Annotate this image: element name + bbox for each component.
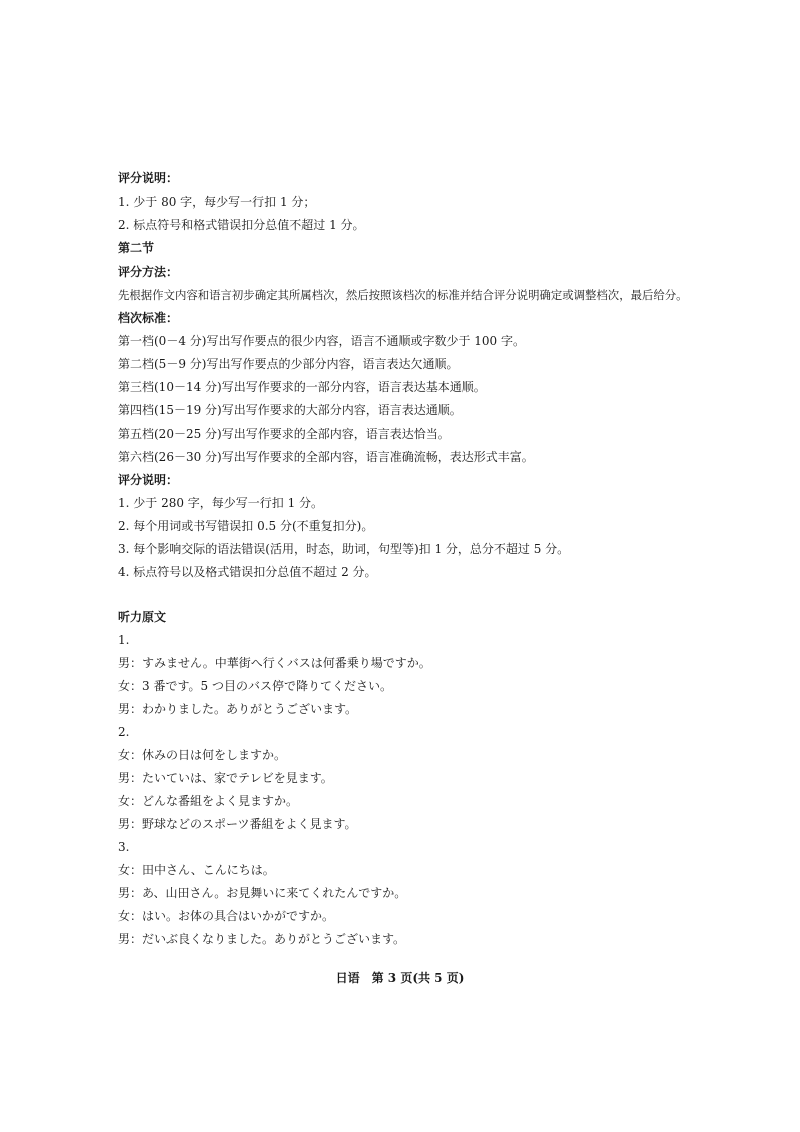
section1-note-2: 2. 标点符号和格式错误扣分总值不超过 1 分。 — [118, 218, 365, 232]
dialogue-line: 女：田中さん、こんにちは。 — [118, 863, 275, 877]
section2-title: 第二节 — [118, 241, 155, 255]
dialogue-number: 3. — [118, 840, 130, 854]
dialogue-line: 男：すみません。中華街へ行くバスは何番乗り場ですか。 — [118, 656, 431, 670]
grade-1: 第一档(0－4 分)写出写作要点的很少内容，语言不通顺或字数少于 100 字。 — [118, 334, 525, 348]
grade-5: 第五档(20－25 分)写出写作要求的全部内容，语言表达恰当。 — [118, 427, 450, 441]
dialogue-line: 女：どんな番組をよく見ますか。 — [118, 794, 299, 808]
section1-notes-heading: 评分说明： — [118, 171, 179, 185]
section2-method-heading: 评分方法： — [118, 265, 179, 279]
dialogue-line: 男：わかりました。ありがとうございます。 — [118, 702, 358, 716]
dialogue-number: 2. — [118, 725, 130, 739]
grade-3: 第三档(10－14 分)写出写作要求的一部分内容，语言表达基本通顺。 — [118, 380, 486, 394]
dialogue-line: 男：だいぶ良くなりました。ありがとうございます。 — [118, 932, 406, 946]
dialogue-line: 男：たいていは、家でテレビを見ます。 — [118, 771, 333, 785]
section2-note-2: 2. 每个用词或书写错误扣 0.5 分(不重复扣分)。 — [118, 519, 374, 533]
section2-grades-heading: 档次标准： — [118, 311, 179, 325]
dialogue-line: 女：はい。お体の具合はいかがですか。 — [118, 909, 335, 923]
dialogue-line: 女：3 番です。5 つ目のバス停で降りてください。 — [118, 679, 392, 693]
section2-note-3: 3. 每个影响交际的语法错误(活用，时态，助词，句型等)扣 1 分，总分不超过 5 分。 — [118, 542, 570, 556]
grade-6: 第六档(26－30 分)写出写作要求的全部内容，语言准确流畅，表达形式丰富。 — [118, 450, 534, 464]
grade-2: 第二档(5－9 分)写出写作要点的少部分内容，语言表达欠通顺。 — [118, 357, 459, 371]
section2-note-1: 1. 少于 280 字，每少写一行扣 1 分。 — [118, 496, 324, 510]
section2-notes-heading: 评分说明： — [118, 473, 179, 487]
section2-method-text: 先根据作文内容和语言初步确定其所属档次，然后按照该档次的标准并结合评分说明确定或调整档次，最后给分。 — [118, 288, 688, 302]
grade-4: 第四档(15－19 分)写出写作要求的大部分内容，语言表达通顺。 — [118, 403, 462, 417]
section2-note-4: 4. 标点符号以及格式错误扣分总值不超过 2 分。 — [118, 565, 377, 579]
dialogue-number: 1. — [118, 633, 130, 647]
listening-heading: 听力原文 — [118, 610, 167, 624]
dialogue-line: 女：休みの日は何をしますか。 — [118, 748, 287, 762]
section1-note-1: 1. 少于 80 字，每少写一行扣 1 分； — [118, 195, 316, 209]
page-footer: 日语 第 3 页(共 5 页) — [335, 971, 465, 985]
dialogue-line: 男：野球などのスポーツ番組をよく見ます。 — [118, 817, 357, 831]
dialogue-line: 男：あ、山田さん。お見舞いに来てくれたんですか。 — [118, 886, 407, 900]
